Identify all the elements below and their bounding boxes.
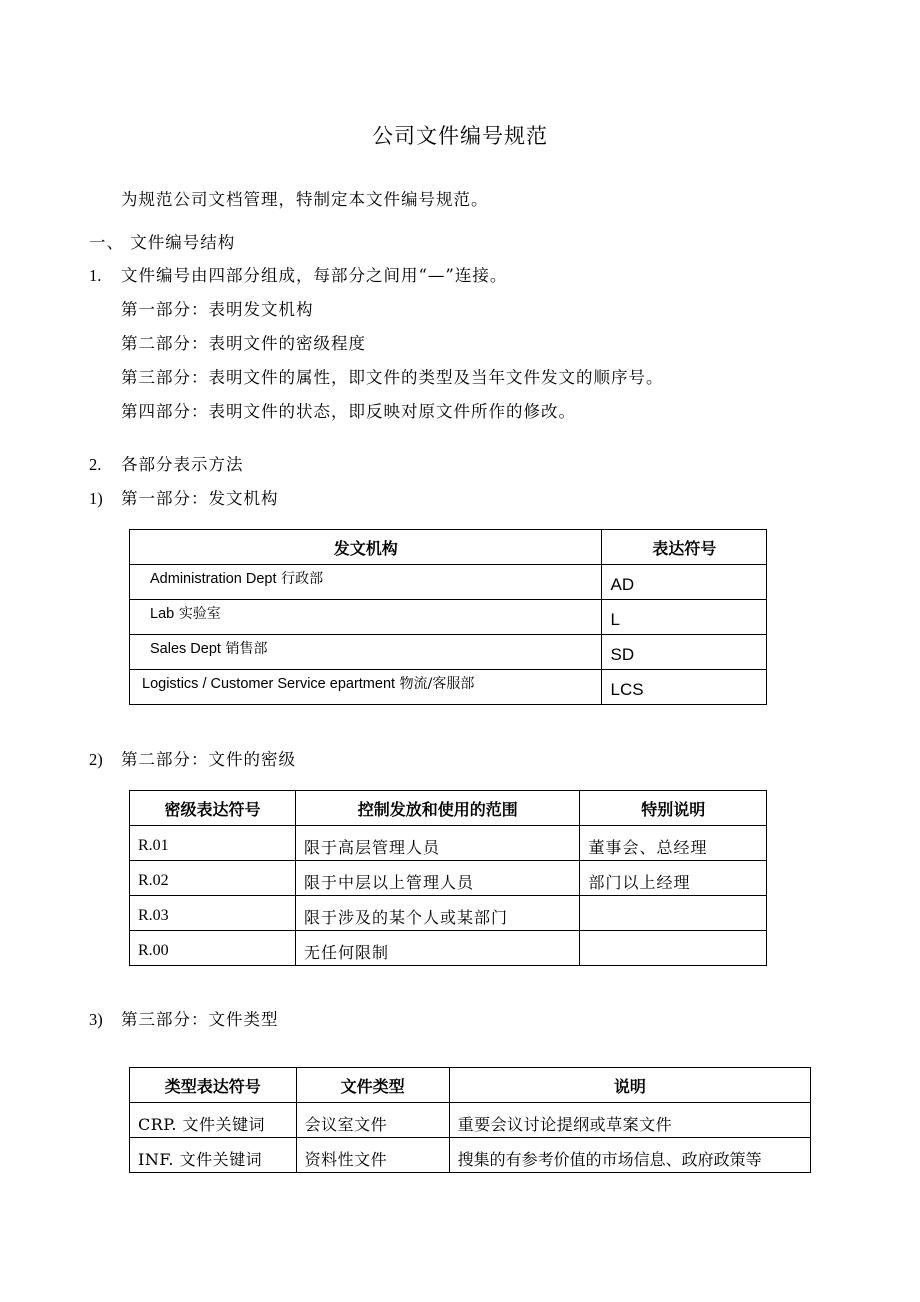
table-header-cell: 说明: [449, 1068, 810, 1103]
table-cell: [580, 931, 767, 966]
department-english-name: Administration Dept: [150, 571, 277, 587]
table-header-cell: 控制发放和使用的范围: [296, 791, 580, 826]
subsection-number-1: 1): [89, 489, 103, 508]
part-description-2: 第二部分：表明文件的密级程度: [121, 334, 366, 353]
item-number-2: 2.: [89, 455, 102, 474]
department-chinese-name: 销售部: [225, 641, 268, 657]
table-cell: [130, 826, 296, 861]
table-cell: [580, 826, 767, 861]
department-english-name: Lab: [150, 606, 175, 622]
table-cell: [602, 670, 767, 705]
table-header-cell: 特别说明: [580, 791, 767, 826]
table-row: [130, 670, 767, 705]
department-code: AD: [610, 575, 635, 594]
subsection-number-3: 3): [89, 1010, 103, 1029]
table-header-row: [130, 530, 767, 565]
table-row: [130, 861, 767, 896]
table-cell: [130, 931, 296, 966]
subsection-heading-2: 第二部分：文件的密级: [121, 750, 296, 769]
table-cell: [130, 565, 602, 600]
table-cell: [296, 826, 580, 861]
department-english-name: Logistics / Customer Service epartment: [142, 676, 396, 692]
confidentiality-code: R.02: [138, 872, 169, 889]
part-description-1: 第一部分：表明发文机构: [121, 300, 314, 319]
department-chinese-name: 行政部: [281, 571, 324, 587]
item-number-1: 1.: [89, 266, 102, 285]
department-code: L: [610, 610, 620, 629]
confidentiality-level-table: [129, 790, 767, 966]
department-chinese-name: 实验室: [178, 606, 221, 622]
table-cell: [580, 861, 767, 896]
table-cell: [296, 896, 580, 931]
table-cell: [602, 635, 767, 670]
table-header-row: [130, 791, 767, 826]
table-row: [130, 896, 767, 931]
table-row: [130, 1103, 811, 1138]
table-cell: [130, 670, 602, 705]
table-cell: [602, 600, 767, 635]
department-chinese-name: 物流/客服部: [399, 676, 475, 692]
table-row: [130, 600, 767, 635]
table-cell: [296, 861, 580, 896]
table-cell: [449, 1103, 810, 1138]
department-english-name: Sales Dept: [150, 641, 221, 657]
item-text-2: 各部分表示方法: [121, 455, 244, 474]
subsection-heading-3: 第三部分：文件类型: [121, 1010, 279, 1029]
part-description-4: 第四部分：表明文件的状态，即反映对原文件所作的修改。: [121, 402, 576, 421]
table-cell: [580, 896, 767, 931]
table-row: [130, 931, 767, 966]
table-row: [130, 826, 767, 861]
table-cell: [296, 931, 580, 966]
distribution-scope: 限于中层以上管理人员: [304, 872, 475, 892]
section-heading-structure: 一、 文件编号结构: [89, 233, 236, 252]
distribution-scope: 限于涉及的某个人或某部门: [304, 907, 509, 927]
intro-paragraph: 为规范公司文档管理，特制定本文件编号规范。: [121, 190, 489, 209]
department-code: LCS: [610, 680, 644, 699]
table-row: [130, 565, 767, 600]
confidentiality-code: R.01: [138, 837, 169, 854]
document-type: 资料性文件: [304, 1149, 388, 1169]
document-title: 公司文件编号规范: [372, 124, 548, 148]
table-row: [130, 1138, 811, 1173]
table-cell: [130, 600, 602, 635]
table-cell: [130, 1103, 297, 1138]
type-description: 重要会议讨论提纲或草案文件: [457, 1114, 673, 1134]
type-code: INF. 文件关键词: [138, 1149, 263, 1169]
distribution-scope: 无任何限制: [304, 942, 390, 962]
table-cell: [296, 1138, 449, 1173]
table-header-cell: 密级表达符号: [130, 791, 296, 826]
part-description-3: 第三部分：表明文件的属性，即文件的类型及当年文件发文的顺序号。: [121, 368, 664, 387]
table-cell: [449, 1138, 810, 1173]
subsection-heading-1: 第一部分：发文机构: [121, 489, 279, 508]
item-text-1: 文件编号由四部分组成，每部分之间用“—”连接。: [121, 266, 508, 285]
department-code: SD: [610, 645, 635, 664]
confidentiality-code: R.03: [138, 907, 169, 924]
table-cell: [130, 861, 296, 896]
table-header-cell: 发文机构: [130, 530, 602, 565]
table-cell: [130, 896, 296, 931]
table-cell: [602, 565, 767, 600]
type-code: CRP. 文件关键词: [138, 1114, 265, 1134]
table-header-row: [130, 1068, 811, 1103]
document-type-table: [129, 1067, 811, 1173]
table-header-cell: 文件类型: [296, 1068, 449, 1103]
issuing-department-table: [129, 529, 767, 705]
table-header-cell: 类型表达符号: [130, 1068, 297, 1103]
table-cell: [130, 1138, 297, 1173]
table-header-cell: 表达符号: [602, 530, 767, 565]
subsection-number-2: 2): [89, 750, 103, 769]
type-description: 搜集的有参考价值的市场信息、政府政策等: [457, 1149, 762, 1169]
table-cell: [296, 1103, 449, 1138]
table-row: [130, 635, 767, 670]
special-note: 董事会、总经理: [588, 837, 708, 857]
document-type: 会议室文件: [304, 1114, 388, 1134]
confidentiality-code: R.00: [138, 942, 169, 959]
special-note: 部门以上经理: [588, 872, 691, 892]
table-cell: [130, 635, 602, 670]
distribution-scope: 限于高层管理人员: [304, 837, 441, 857]
